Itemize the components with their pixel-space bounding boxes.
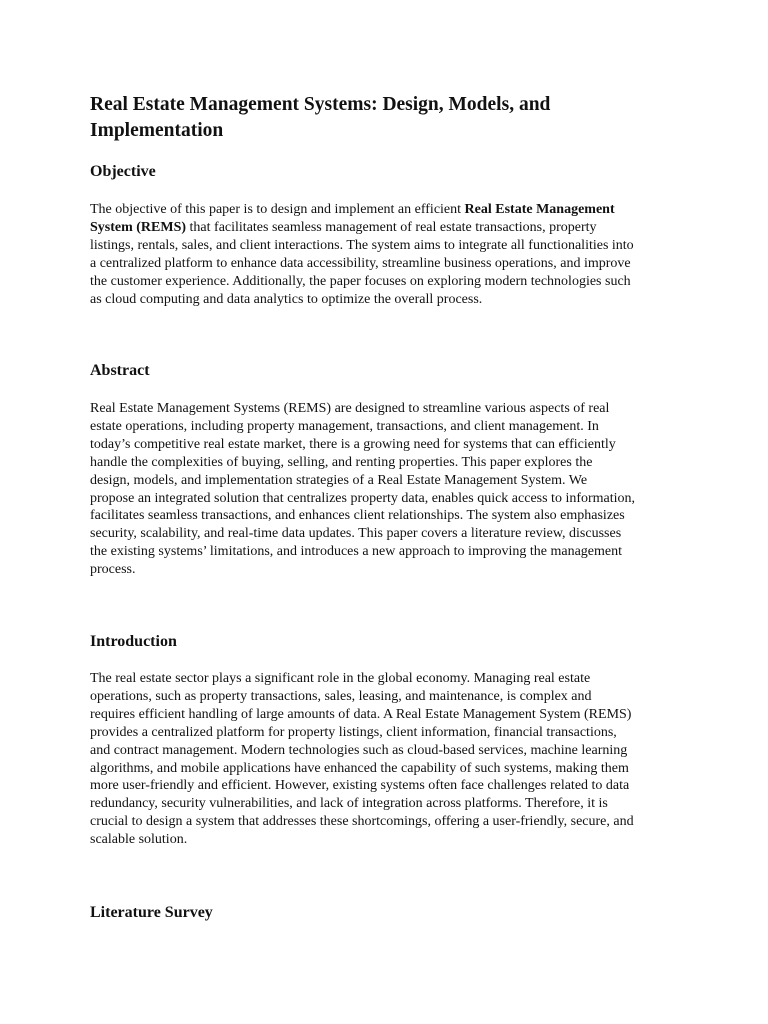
text-run: Real Estate Management Systems (REMS) are designed to streamline various aspects of real — [90, 401, 610, 416]
paragraph-line — [90, 400, 690, 418]
paragraph-line — [90, 219, 690, 237]
text-run: facilitates seamless transactions, and enhances client relationships. The system also emphasizes — [90, 508, 625, 524]
paragraph-objective — [90, 201, 690, 308]
paragraph-line — [90, 831, 690, 849]
paragraph-line — [90, 472, 690, 490]
text-run: crucial to design a system that addresses these shortcomings, offering a user-friendly, secure, and — [90, 814, 634, 830]
text-run: algorithms, and mobile applications have enhanced the capability of such systems, making them — [90, 760, 629, 776]
text-run: redundancy, security vulnerabilities, and lack of integration across platforms. Therefore, it is — [90, 796, 608, 812]
heading-objective: Objective — [90, 163, 156, 180]
text-run: design, models, and implementation strategies of a Real Estate Management System. We — [90, 472, 588, 488]
text-run: more user-friendly and efficient. However, existing systems often face challenges related to data — [90, 778, 630, 794]
paragraph-line — [90, 670, 690, 688]
text-run: handle the complexities of buying, selling, and renting properties. This paper explores the — [90, 454, 593, 470]
paragraph-line — [90, 237, 690, 255]
paragraph-line — [90, 273, 690, 291]
paragraph-line — [90, 543, 690, 561]
paragraph-line — [90, 813, 690, 831]
paragraph-abstract — [90, 400, 690, 579]
bold-text-run: System (REMS) — [90, 219, 187, 235]
text-run: that facilitates seamless management of real estate transactions, property — [186, 219, 597, 235]
text-run: The real estate sector plays a significant role in the global economy. Managing real estate — [90, 671, 591, 686]
paragraph-line — [90, 795, 690, 813]
paragraph-line — [90, 525, 690, 543]
text-run: and contract management. Modern technologies such as cloud-based services, machine learning — [90, 742, 628, 758]
text-run: today’s competitive real estate market, there is a growing need for systems that can efficiently — [90, 436, 616, 452]
text-run: listings, rentals, sales, and client interactions. The system aims to integrate all functionalities into — [90, 237, 634, 253]
paragraph-line — [90, 436, 690, 454]
paragraph-line — [90, 742, 690, 760]
title-line: Real Estate Management Systems: Design, Models, and — [90, 94, 551, 115]
text-run: requires efficient handling of large amounts of data. A Real Estate Management System (REMS) — [90, 706, 632, 722]
heading-introduction: Introduction — [90, 633, 177, 650]
text-run: propose an integrated solution that centralizes property data, enables quick access to information, — [90, 490, 636, 506]
paragraph-line — [90, 706, 690, 724]
text-run: the existing systems’ limitations, and introduces a new approach to improving the management — [90, 544, 623, 560]
bold-text-run: Real Estate Management — [464, 202, 615, 217]
text-run: estate operations, including property management, transactions, and client management. In — [90, 418, 599, 434]
text-run: scalable solution. — [90, 832, 188, 848]
heading-literature-survey: Literature Survey — [90, 904, 213, 921]
paragraph-line — [90, 724, 690, 742]
heading-abstract: Abstract — [90, 362, 150, 379]
paragraph-line — [90, 201, 690, 219]
paragraph-line — [90, 777, 690, 795]
text-run: The objective of this paper is to design and implement an efficient — [90, 202, 465, 217]
paragraph-line — [90, 418, 690, 436]
text-run: operations, such as property transactions, sales, leasing, and maintenance, is complex and — [90, 688, 592, 704]
document-title — [90, 92, 690, 144]
paragraph-line — [90, 255, 690, 273]
text-run: security, scalability, and real-time data updates. This paper covers a literature review, discusses — [90, 526, 622, 542]
paragraph-line — [90, 490, 690, 508]
paragraph-line — [90, 760, 690, 778]
text-run: the customer experience. Additionally, the paper focuses on exploring modern technologies such — [90, 273, 631, 289]
title-line: Implementation — [90, 120, 224, 141]
paragraph-line — [90, 507, 690, 525]
paragraph-line — [90, 454, 690, 472]
text-run: as cloud computing and data analytics to optimize the overall process. — [90, 291, 483, 307]
text-run: a centralized platform to enhance data accessibility, streamline business operations, and improve — [90, 255, 631, 271]
paragraph-introduction — [90, 670, 690, 849]
paragraph-line — [90, 561, 690, 579]
text-run: process. — [90, 562, 136, 578]
paragraph-line — [90, 291, 690, 309]
paragraph-line — [90, 688, 690, 706]
text-run: provides a centralized platform for property listings, client information, financial transactions, — [90, 724, 617, 740]
